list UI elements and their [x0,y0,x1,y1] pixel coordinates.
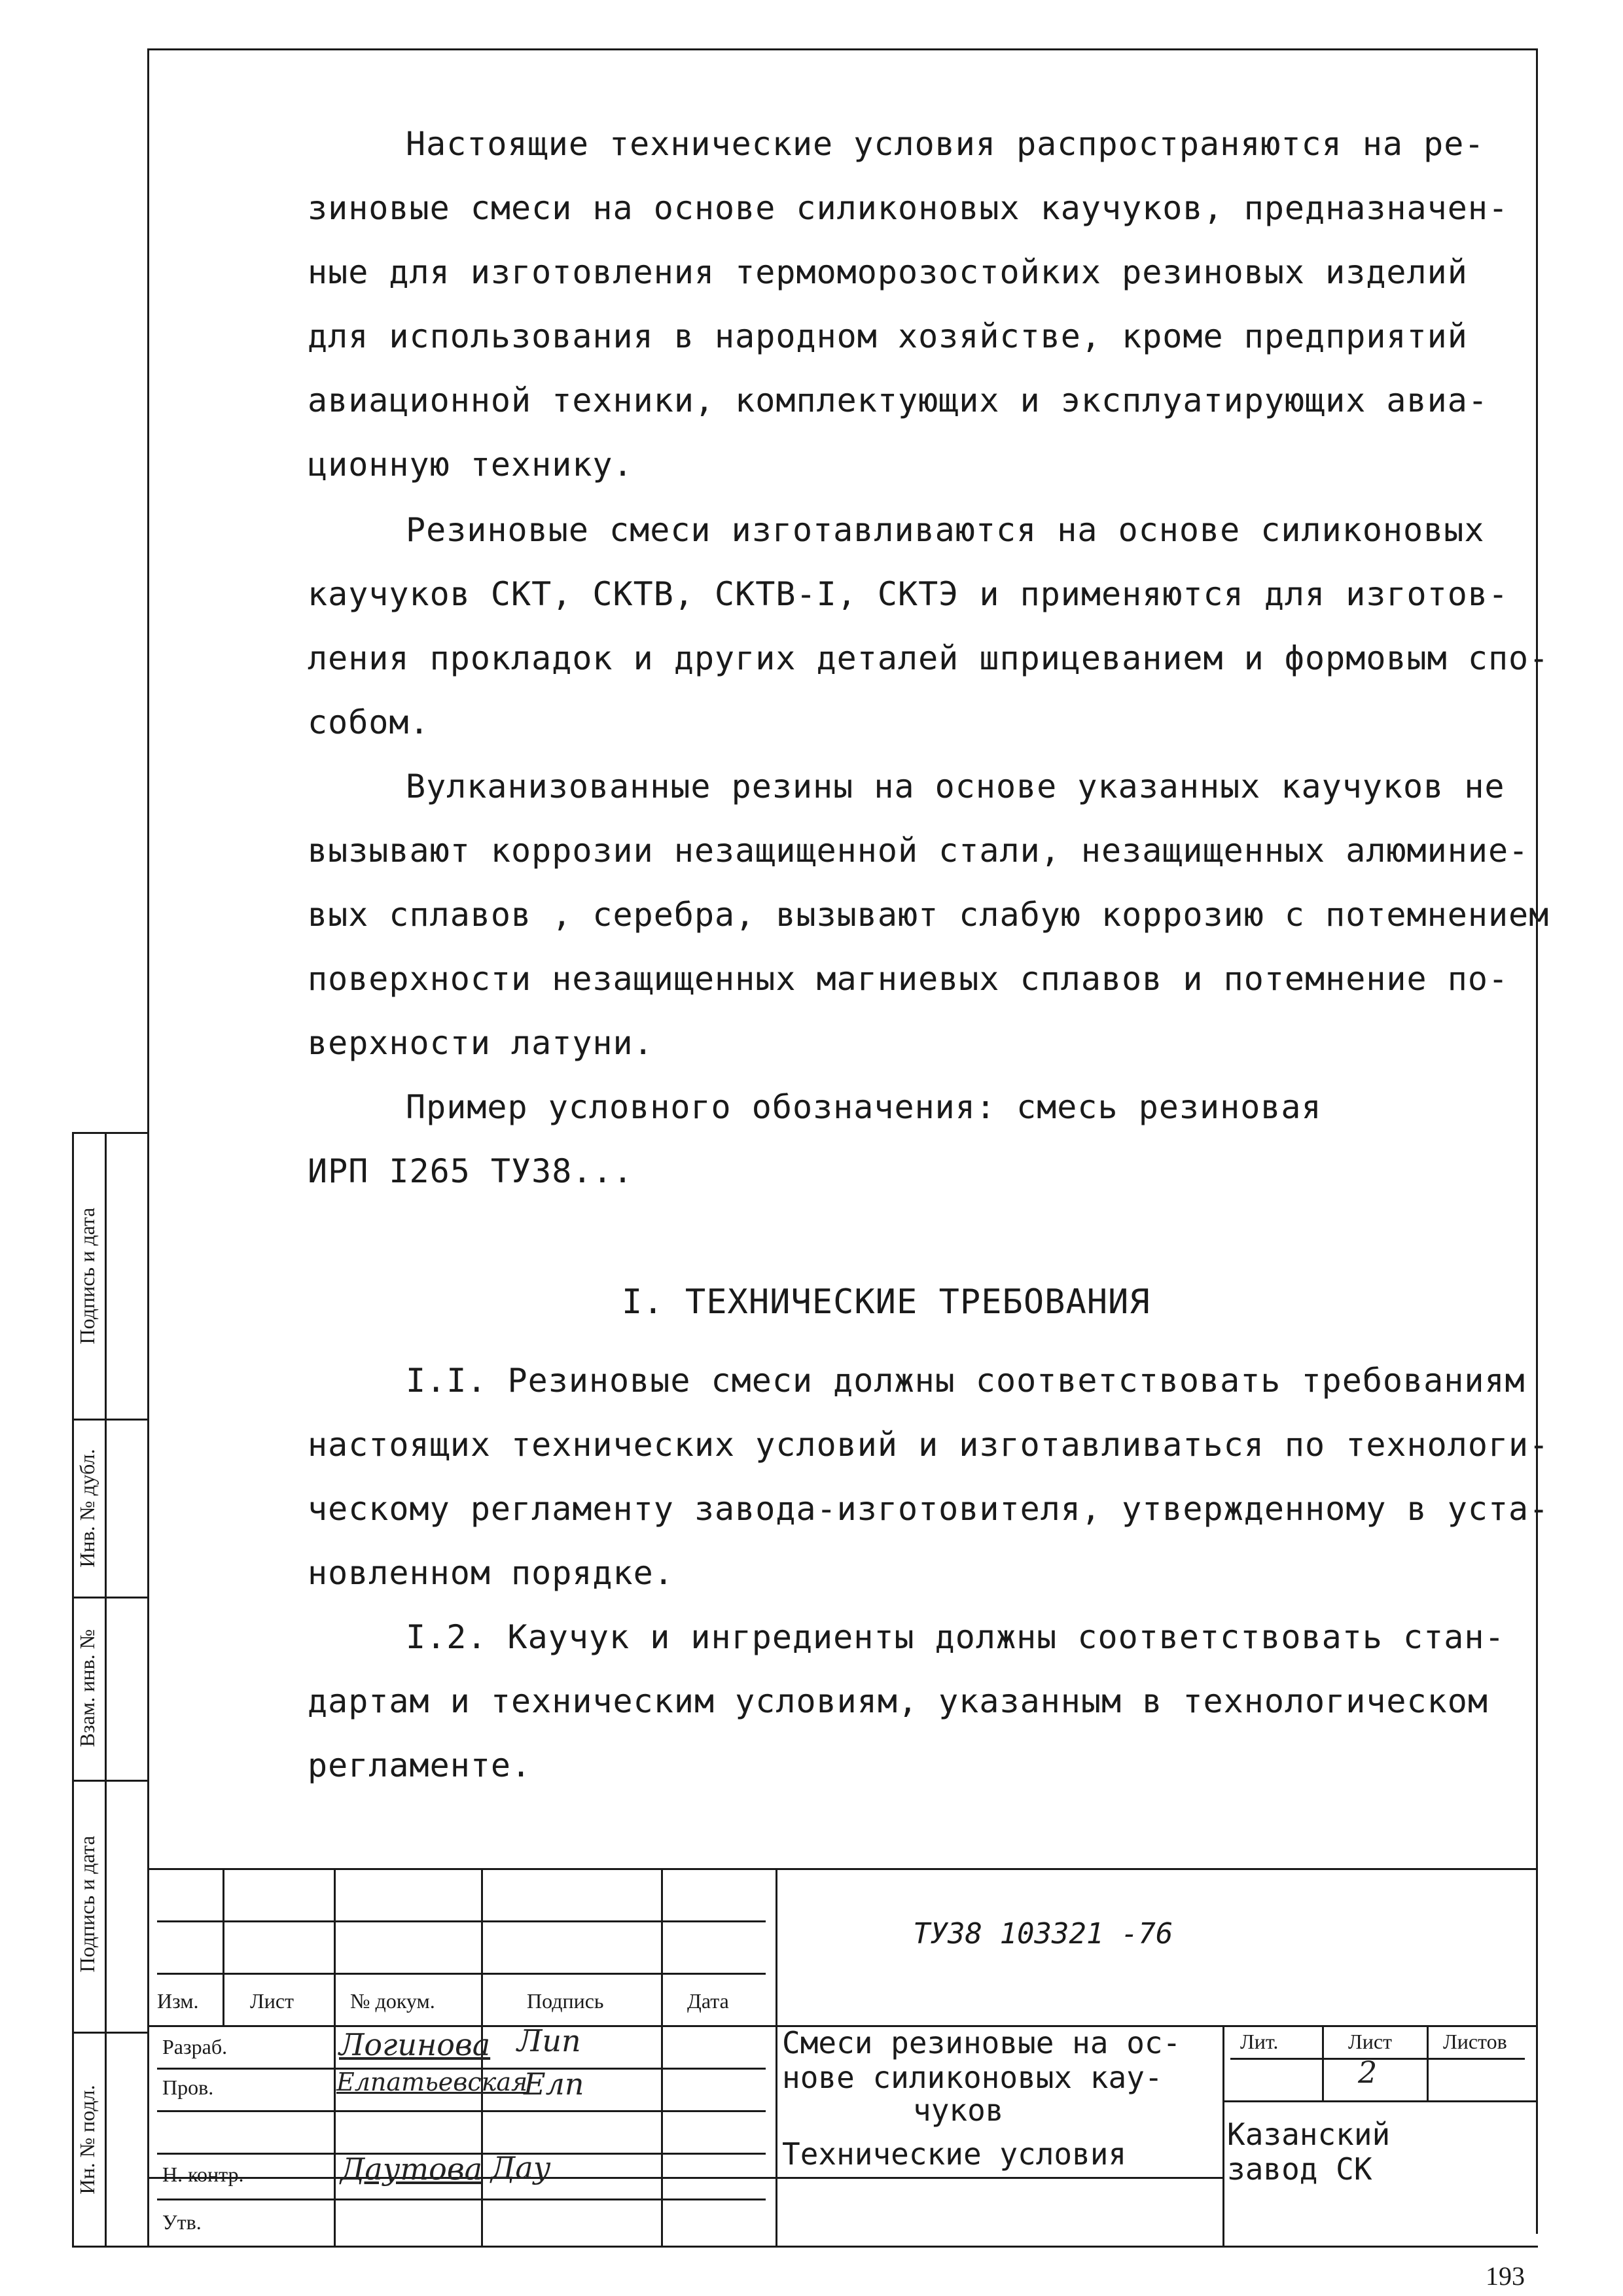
header-signature: Подпись [527,1989,604,2013]
tb-line [661,1868,663,2246]
text-line: ческому регламенту завода-изготовителя, утвержденному в уста- [308,1490,1550,1528]
organization-line: Казанский [1227,2117,1391,2152]
tb-line [223,1868,224,2025]
text-line: Настоящие технические условия распространяются на ре- [406,125,1485,163]
sheet-label: Лист [1348,2030,1393,2053]
text-line: дартам и техническим условиям, указанным в технологическом [308,1682,1488,1720]
role-approved: Утв. [162,2210,202,2234]
text-line: I.I. Резиновые смеси должны соответствовать требованиям [406,1362,1525,1400]
margin-label-signature-date-2: Подпись и дата [75,1835,99,1973]
text-line: регламенте. [308,1746,532,1784]
frame-top [147,48,1538,50]
text-line: ционную технику. [308,446,633,484]
signature-developed: Лип [517,2023,581,2058]
text-line: верхности латуни. [308,1024,654,1062]
text-line: зиновые смеси на основе силиконовых каучуков, предназначен- [308,189,1509,227]
tb-line [1222,2100,1537,2102]
doc-code: ТУ38 103321 -76 [913,1917,1173,1951]
header-date: Дата [687,1989,729,2013]
text-line: Резиновые смеси изготавливаются на основе силиконовых [406,511,1485,549]
body-text [308,124,1551,1826]
header-list: Лист [250,1989,294,2013]
tb-line [1230,2058,1525,2060]
tb-line [334,1868,336,2246]
margin-strip-line [72,1132,147,1134]
product-title-line: чуков [913,2093,1004,2128]
margin-strip-left [72,1132,74,2246]
header-izm: Изм. [157,1989,199,2013]
text-line: для использования в народном хозяйстве, кроме предприятий [308,317,1468,355]
lit-label: Лит. [1240,2030,1279,2053]
signature-norm-control: Дау [491,2150,551,2185]
margin-strip-right [105,1132,107,2246]
name-norm-control: Даутова [340,2151,483,2187]
text-line: авиационной техники, комплектующих и эксплуатирующих авиа- [308,381,1488,419]
tb-line [776,1868,777,2246]
tb-line [1322,2025,1324,2100]
text-line: новленном порядке. [308,1554,674,1592]
text-line: ные для изготовления термоморозостойких резиновых изделий [308,253,1468,291]
text-line: Вулканизованные резины на основе указанных каучуков не [406,768,1505,805]
tb-line [157,1973,766,1975]
text-line: ления прокладок и других деталей шприцеванием и формовым спо- [308,639,1550,677]
text-line: настоящих технических условий и изготавливаться по технологи- [308,1426,1550,1464]
tb-line [157,2110,766,2112]
text-line: собом. [308,703,430,741]
text-line: I.2. Каучук и ингредиенты должны соответствовать стан- [406,1618,1505,1656]
tb-line [149,1868,1537,1870]
tb-line [1427,2025,1429,2100]
sheet-value: 2 [1358,2055,1378,2090]
tb-line [1222,2025,1224,2246]
role-checked: Пров. [162,2075,214,2099]
text-line: Пример условного обозначения: смесь резиновая [406,1088,1322,1126]
page-number: 193 [1486,2261,1525,2291]
margin-label-vzam-inv: Взам. инв. № [75,1629,99,1748]
text-line: каучуков СКТ, СКТВ, СКТВ-I, СКТЭ и применяются для изготов- [308,575,1509,613]
product-title-line: Смеси резиновые на ос- [782,2025,1181,2060]
margin-label-inv-podl: Ин. № подл. [75,2085,99,2195]
name-checked: Елпатьевская [336,2068,528,2096]
text-line: поверхности незащищенных магниевых сплавов и потемнение по- [308,960,1509,998]
organization-line: завод СК [1227,2151,1372,2187]
role-norm-control: Н. контр. [162,2163,244,2186]
section-heading: I. ТЕХНИЧЕСКИЕ ТРЕБОВАНИЯ [622,1282,1150,1322]
tb-line [157,1920,766,1922]
sheets-label: Листов [1443,2030,1507,2053]
name-developed: Логинова [339,2027,491,2062]
header-doc-no: № докум. [350,1989,435,2013]
doc-type: Технические условия [782,2136,1127,2172]
tb-line [149,2177,1222,2179]
tb-line [157,2199,766,2200]
text-line: вых сплавов , серебра, вызывают слабую коррозию с потемнением [308,896,1550,934]
role-developed: Разраб. [162,2035,228,2058]
text-line: ИРП I265 ТУ38... [308,1152,633,1190]
signature-checked: Елп [524,2066,584,2102]
text-line: вызывают коррозии незащищенной стали, незащищенных алюминие- [308,832,1529,870]
product-title-line: нове силиконовых кау- [782,2060,1163,2095]
margin-label-signature-date: Подпись и дата [75,1207,99,1345]
frame-left [147,48,149,2247]
frame-bottom [72,2246,1538,2248]
margin-label-inv-dubl: Инв. № дубл. [75,1449,99,1568]
